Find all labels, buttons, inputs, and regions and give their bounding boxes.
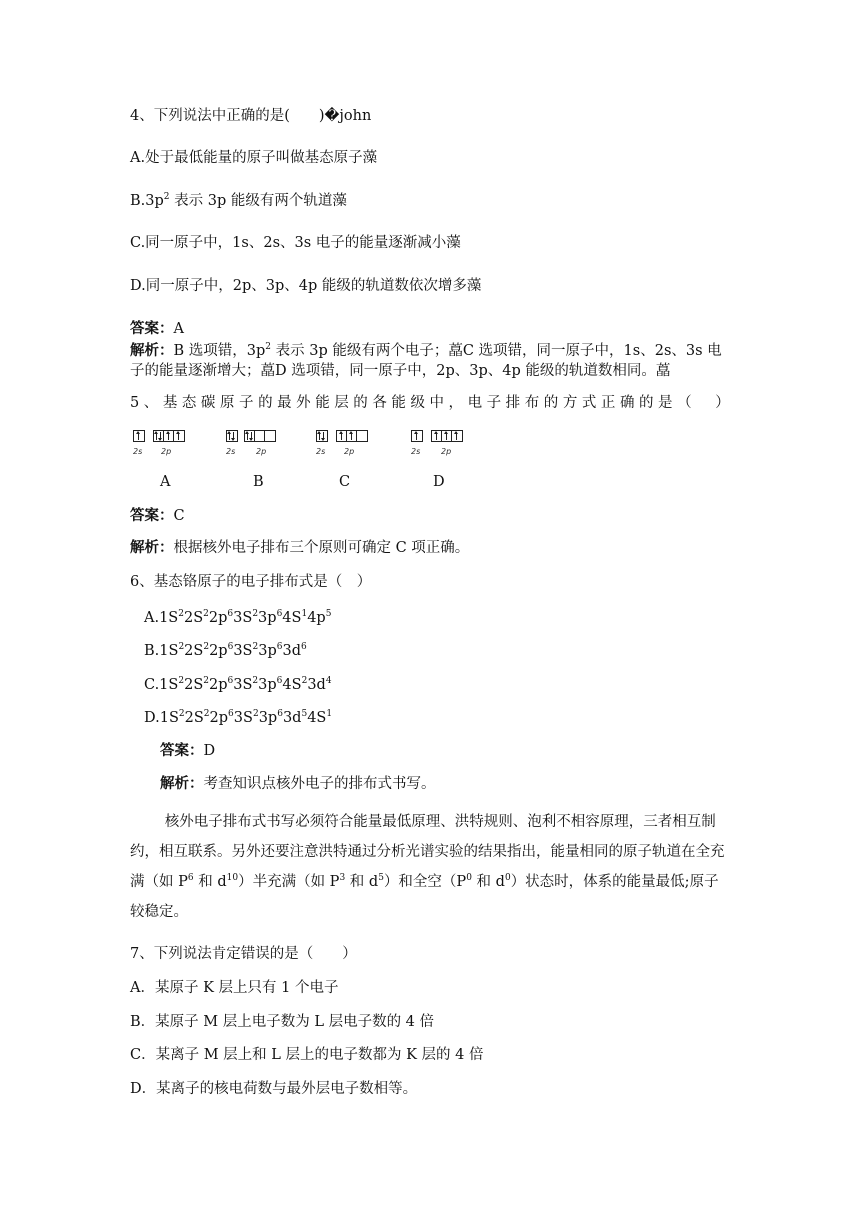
superscript: 0 [504, 873, 511, 884]
superscript: 6 [228, 709, 234, 720]
q5-stem-char: 态 [181, 395, 197, 411]
superscript: 6 [187, 873, 194, 884]
text-run: 4S [282, 677, 302, 693]
q5-stem-char [696, 393, 711, 413]
q6-option-d [144, 708, 332, 728]
text-run: 3S [233, 710, 253, 726]
q5-stem-char: 的 [353, 395, 368, 411]
q7-stem: 7、下列说法肯定错误的是（ ） [130, 946, 357, 962]
superscript: 2 [203, 609, 209, 620]
q5-stem [130, 393, 730, 413]
q5-stem-char: 层 [334, 395, 349, 411]
q5-option-c-label: C [339, 474, 351, 490]
text-run: 3p [258, 710, 278, 726]
q5-option-a-label: A [160, 474, 171, 490]
superscript: 6 [227, 609, 234, 620]
text-run: 2p [209, 710, 229, 726]
text-run: 3d [282, 643, 301, 659]
text-run: 4p [307, 610, 326, 626]
text-run: 3S [233, 610, 253, 626]
text-run: 3S [233, 677, 253, 693]
text-run: 3p [258, 610, 277, 626]
q5-stem-char: 电 [467, 395, 483, 411]
text-run: 3d [307, 677, 326, 693]
superscript: 3 [339, 873, 346, 884]
q5-stem-char: 级 [410, 395, 425, 411]
superscript: 6 [276, 642, 283, 653]
text-run: 2S [184, 710, 204, 726]
superscript: 2 [252, 609, 259, 620]
q5-stem-char: （ [677, 395, 692, 411]
q4-answer: 答案：A [130, 320, 184, 337]
text-run: 3p [258, 677, 277, 693]
q7-option-a: A．某原子 K 层上只有 1 个电子 [130, 980, 339, 996]
text-run: ）和全空（P [383, 874, 467, 890]
q6-option-a [144, 608, 331, 628]
q5-stem-char: 的 [258, 395, 273, 411]
text-run: 2p [208, 610, 228, 626]
superscript: 10 [226, 873, 239, 884]
q5-answer: 答案：C [130, 507, 185, 524]
superscript: 1 [326, 709, 333, 720]
superscript: 2 [178, 709, 185, 720]
q4-option-d: D.同一原子中，2p、3p、4p 能级的轨道数依次增多藻 [130, 278, 482, 294]
q5-stem-char: 能 [391, 395, 406, 411]
text-run: 和 d [471, 874, 505, 890]
text-run: 和 d [345, 874, 379, 890]
text-run: 2S [183, 610, 204, 626]
q5-stem-char: 方 [562, 395, 578, 411]
q5-stem-char: 中 [429, 395, 444, 411]
text-run: 2p [209, 677, 228, 693]
q5-stem-char: 的 [639, 395, 654, 411]
q5-stem-char: 正 [600, 395, 616, 411]
superscript: 2 [301, 676, 308, 687]
q5-stem-char: 碳 [200, 395, 216, 411]
q5-stem-char: 基 [162, 395, 178, 411]
superscript: 2 [178, 642, 185, 653]
superscript: 6 [227, 676, 234, 687]
superscript: 2 [178, 676, 185, 687]
superscript: 2 [203, 709, 210, 720]
q5-stem-char: ） [715, 395, 730, 411]
superscript: 6 [277, 709, 283, 720]
superscript: 0 [466, 873, 472, 884]
text-run: 3p [258, 643, 277, 659]
q5-stem-char: 是 [658, 395, 673, 411]
q4-stem: 4、下列说法中正确的是( )�john [130, 108, 372, 124]
text-run: D.1S [144, 710, 179, 726]
text-run: 2S [184, 643, 204, 659]
q4-explanation: 解析：B 选项错，$3p^2$ 表示 3p 能级有两个电子；藠C 选项错，同一原子中，1s、2s、3s 电子的能量逐渐增大；藠D 选项错，同一原子中，2p、3p、4p 能级的轨道数相同。藠 [130, 342, 722, 379]
superscript: 5 [301, 709, 308, 720]
q6-explanation: 解析：考查知识点核外电子的排布式书写。 [160, 775, 436, 792]
q5-option-b-label: B [253, 474, 264, 490]
q7-option-c: C．某离子 M 层上和 L 层上的电子数都为 K 层的 4 倍 [130, 1047, 484, 1063]
q6-answer: 答案：D [160, 742, 216, 759]
superscript: 6 [301, 642, 307, 653]
q5-option-d-label: D [433, 474, 445, 490]
q6-stem: 6、基态铬原子的电子排布式是（ ） [130, 574, 372, 590]
superscript: 6 [276, 609, 283, 620]
q5-stem-char: 子 [239, 395, 254, 411]
superscript: 6 [276, 676, 283, 687]
q5-stem-char: 外 [296, 395, 311, 411]
text-run: 3d [282, 710, 302, 726]
q7-option-d: D．某离子的核电荷数与最外层电子数相等。 [130, 1081, 418, 1097]
text-run: 2p [209, 643, 228, 659]
superscript: 2 [203, 642, 210, 653]
superscript: 2 [252, 642, 259, 653]
text-run: 4S [307, 710, 327, 726]
q5-stem-char: 5 [130, 395, 140, 411]
superscript: 4 [325, 676, 332, 687]
q5-stem-char: 的 [543, 395, 559, 411]
q5-explanation: 解析：根据核外电子排布三个原则可确定 C 项正确。 [130, 539, 470, 556]
text-run: 2S [184, 677, 204, 693]
q6-option-c [144, 675, 332, 695]
q4-option-a: A.处于最低能量的原子叫做基态原子藻 [130, 150, 378, 166]
q5-stem-char: 最 [277, 395, 292, 411]
text-run: C.1S [144, 677, 179, 693]
q4-option-b: $B.3p^2$ 表示 3p 能级有两个轨道藻 [130, 192, 347, 209]
q5-stem-char: 各 [372, 395, 387, 411]
q6-option-b [144, 641, 307, 661]
superscript: 2 [252, 709, 259, 720]
q5-stem-char: 布 [524, 395, 540, 411]
q4-option-c: C.同一原子中，1s、2s、3s 电子的能量逐渐减小藻 [130, 235, 461, 251]
text-run: 和 d [193, 874, 227, 890]
superscript: 5 [325, 609, 332, 620]
superscript: 2 [203, 676, 209, 687]
q5-stem-char: 、 [143, 395, 159, 411]
superscript: 5 [378, 873, 384, 884]
q5-stem-char: 能 [315, 395, 330, 411]
text-run: B.1S [144, 643, 179, 659]
text-run: ）状态时，体系的能量最低;原子较稳定。 [130, 874, 719, 920]
q5-stem-char: 原 [219, 395, 235, 411]
q5-stem-char: 子 [486, 395, 502, 411]
text-run: 3S [233, 643, 253, 659]
q5-stem-char: ， [448, 395, 464, 411]
q6-paragraph [130, 807, 730, 927]
text-run: 核外电子排布式书写必须符合能量最低原理、洪特规则、泡利不相容原理，三者相互制约，相互联系。另外还要注意洪特通过分析光谱实验的结果指出，能量相同的原子轨道在全充满（如 P [130, 814, 725, 890]
text-run: ）半充满（如 P [238, 874, 340, 890]
superscript: 1 [301, 609, 308, 620]
q5-stem-char: 确 [619, 395, 635, 411]
q7-option-b: B．某原子 M 层上电子数为 L 层电子数的 4 倍 [130, 1014, 435, 1030]
text-run: 4S [282, 610, 302, 626]
text-run: A.1S [144, 610, 179, 626]
q5-stem-char: 排 [505, 395, 521, 411]
superscript: 2 [178, 609, 184, 620]
superscript: 6 [227, 642, 234, 653]
superscript: 2 [252, 676, 259, 687]
q5-stem-char: 式 [581, 395, 597, 411]
